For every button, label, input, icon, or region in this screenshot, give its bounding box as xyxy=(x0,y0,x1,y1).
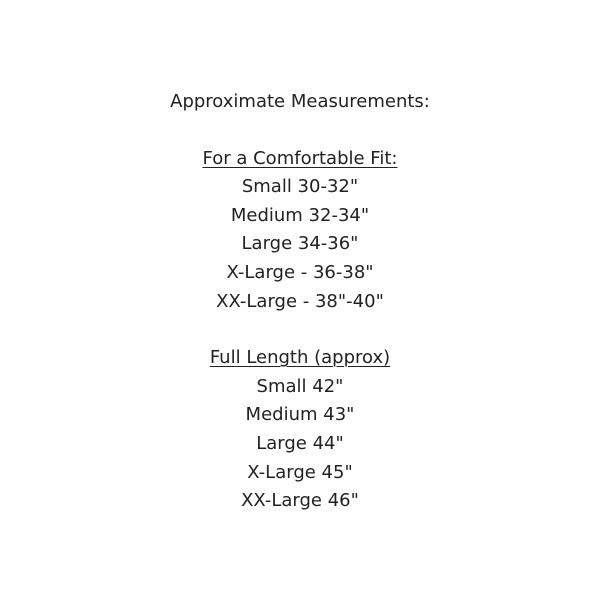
fit-heading-text: For a Comfortable Fit: xyxy=(202,148,398,169)
fit-section-heading xyxy=(0,148,600,170)
fit-item-small: Small 30-32" xyxy=(241,176,359,197)
length-heading-text: Full Length (approx) xyxy=(209,347,391,368)
fit-item-large: Large 34-36" xyxy=(241,233,359,254)
length-item-medium: Medium 43" xyxy=(245,404,355,425)
length-item-xx-large: XX-Large 46" xyxy=(241,490,359,511)
length-item-large: Large 44" xyxy=(256,433,344,454)
fit-item-x-large: X-Large - 36-38" xyxy=(226,262,374,283)
page-title: Approximate Measurements: xyxy=(170,91,430,112)
fit-item-medium: Medium 32-34" xyxy=(230,205,370,226)
length-item-x-large: X-Large 45" xyxy=(247,462,353,483)
fit-item-xx-large: XX-Large - 38"-40" xyxy=(216,291,384,312)
length-section-heading xyxy=(0,347,600,369)
length-item-small: Small 42" xyxy=(256,376,344,397)
